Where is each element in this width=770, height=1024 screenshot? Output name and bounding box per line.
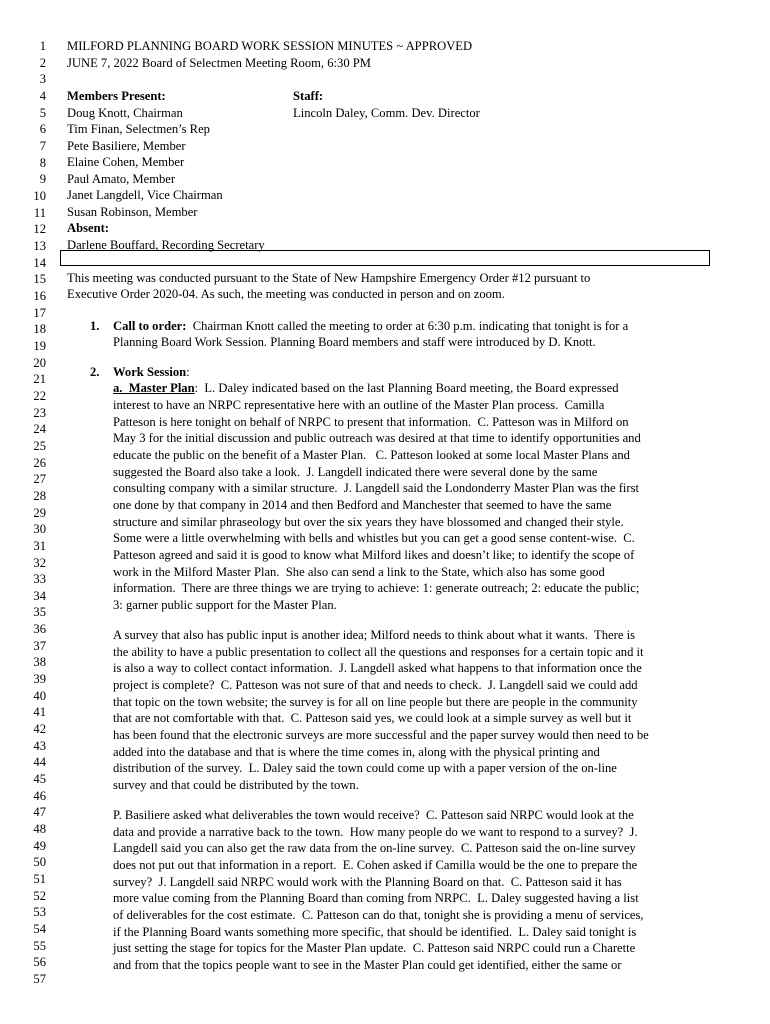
paragraph-line: information. There are three things we are trying to achieve: 1: generate outreach; 2: educate the public;: [113, 581, 640, 596]
meeting-date: JUNE 7, 2022 Board of Selectmen Meeting Room, 6:30 PM: [67, 56, 371, 70]
paragraph-line: P. Basiliere asked what deliverables the town would receive? C. Patteson said NRPC would look at the: [113, 808, 634, 822]
paragraph-line: one done by that company in 2014 and then Bedford and Manchester that seemed to have the same: [113, 498, 612, 512]
line-number: 7: [39, 139, 46, 153]
call-to-order-text: Chairman Knott called the meeting to order at 6:30 p.m. indicating that tonight is for a: [186, 319, 629, 333]
item-number: 1.: [90, 319, 100, 333]
line-number: 18: [33, 322, 46, 337]
line-number: 45: [33, 772, 46, 786]
intro-text: This meeting was conducted pursuant to the State of New Hampshire Emergency Order #12 pursuant to: [67, 271, 591, 285]
paragraph-line: May 3 for the initial discussion and public outreach was desired at that time to identify opportunities and: [113, 431, 641, 446]
line-number: 3: [39, 72, 46, 87]
line-number: 43: [33, 738, 46, 753]
line-number: 51: [33, 872, 46, 886]
paragraph-line: survey and that could be distributed by the town.: [113, 777, 359, 792]
intro-text: Executive Order 2020-04. As such, the meeting was conducted in person and on zoom.: [67, 287, 505, 301]
paragraph-line: survey? J. Langdell said NRPC would work with the Planning Board on that. C. Patteson said it has: [113, 874, 622, 889]
paragraph-line: of deliverables for the cost estimate. C. Patteson can do that, tonight she is providing a menu of services,: [113, 908, 644, 922]
line-number: 15: [33, 272, 46, 287]
line-number: 36: [33, 622, 46, 637]
paragraph-line: the ability to have a public presentation to collect all the questions and responses for a certain topic and it: [113, 644, 644, 659]
line-number: 16: [33, 288, 46, 303]
paragraph-line: educate the public on the benefit of a Master Plan. C. Patteson looked at some local Master Plans and: [113, 448, 630, 462]
paragraph-line: does not put out that information in a report. E. Cohen asked if Camilla would be the one to prepare the: [113, 858, 638, 872]
call-to-order-label: Call to order:: [113, 319, 187, 333]
paragraph-line: is also a way to collect contact information. J. Langdell asked what happens to that information once the: [113, 661, 642, 676]
line-number: 50: [33, 855, 46, 870]
line-number: 42: [33, 722, 46, 737]
paragraph-line: 3: garner public support for the Master Plan.: [113, 597, 337, 612]
line-number: 1: [39, 39, 46, 53]
line-number: 52: [33, 888, 46, 903]
line-number: 21: [33, 372, 46, 387]
line-number: 33: [33, 572, 46, 587]
line-number: 54: [33, 922, 46, 936]
line-number: 56: [33, 955, 46, 970]
line-number: 34: [33, 588, 46, 603]
item-number: 2.: [90, 365, 100, 379]
paragraph-line: interest to have an NRPC representative here with an outline of the Master Plan process. Camilla: [113, 398, 605, 412]
line-number: 25: [33, 438, 46, 453]
line-number: 19: [33, 338, 46, 353]
line-number: 32: [33, 555, 46, 570]
line-number: 8: [39, 155, 46, 170]
paragraph-line: and from that the topics people want to see in the Master Plan could get identified, either the same or: [113, 957, 622, 972]
line-number: 23: [33, 405, 46, 420]
paragraph-line: Patteson is here tonight on behalf of NRPC to present that information. C. Patteson was in Milford on: [113, 414, 629, 429]
line-number: 14: [33, 255, 46, 270]
paragraph-line: Patteson agreed and said it is good to know what Milford likes and doesn’t like; to identify the scope of: [113, 547, 635, 562]
paragraph-line: if the Planning Board wants something more specific, that should be identified. L. Daley said tonight is: [113, 924, 637, 939]
paragraph-line: more value coming from the Planning Board than coming from NRPC. L. Daley suggested having a list: [113, 891, 639, 906]
line-number: 22: [33, 388, 46, 403]
line-number: 27: [33, 472, 46, 487]
paragraph-line: structure and similar phraseology but over the six years they have blossomed and changed their style.: [113, 514, 624, 529]
work-session-colon: :: [186, 365, 190, 379]
line-number: 17: [33, 305, 46, 320]
staff-heading: Staff:: [293, 89, 324, 103]
line-number: 39: [33, 672, 46, 687]
line-number: 35: [33, 605, 46, 620]
paragraph-line: that are not comfortable with that. C. Patteson said yes, we could look at a simple survey as well but it: [113, 711, 632, 726]
call-to-order-text: Planning Board Work Session. Planning Board members and staff were introduced by D. Knott.: [113, 335, 596, 349]
line-number: 2: [39, 55, 46, 70]
paragraph-line: that topic on the town website; the survey is for all on line people but there are people in the community: [113, 694, 638, 709]
paragraph-line: data and provide a narrative back to the town. How many people do we want to respond to a survey? J.: [113, 824, 638, 839]
paragraph-line: has been found that the electronic surveys are more successful and the paper survey would then need to be: [113, 728, 649, 742]
line-number: 24: [33, 422, 46, 437]
line-number: 29: [33, 505, 46, 520]
absent-heading: Absent:: [67, 221, 109, 235]
line-number: 31: [33, 538, 46, 553]
line-number: 13: [33, 238, 46, 253]
doc-title: MILFORD PLANNING BOARD WORK SESSION MINUTES ~ APPROVED: [67, 39, 473, 53]
line-number: 44: [33, 755, 46, 770]
member-name: Pete Basiliere, Member: [67, 139, 186, 153]
paragraph-line: distribution of the survey. L. Daley said the town could come up with a paper version of the on-line: [113, 761, 617, 776]
work-session-label: Work Session: [113, 365, 187, 379]
line-number: 30: [33, 522, 46, 537]
line-number: 10: [33, 188, 46, 203]
line-number: 47: [33, 805, 46, 820]
line-number: 28: [33, 488, 46, 503]
paragraph-line: project is complete? C. Patteson was not sure of that and needs to check. J. Langdell said we could add: [113, 678, 638, 692]
empty-boxed-line: [60, 250, 710, 266]
line-number: 57: [33, 972, 46, 986]
paragraph-line: consulting company with a similar structure. J. Langdell said the Londonderry Master Plan was the first: [113, 481, 640, 496]
member-name: Elaine Cohen, Member: [67, 155, 185, 169]
line-number: 4: [39, 89, 46, 103]
paragraph-line: suggested the Board also take a look. J. Langdell indicated there were several done by the same: [113, 464, 598, 479]
member-name: Susan Robinson, Member: [67, 205, 198, 219]
paragraph-line: work in the Milford Master Plan. She also can send a link to the State, which also has some good: [113, 564, 605, 579]
paragraph-line: just setting the stage for topics for the Master Plan update. C. Patteson said NRPC could run a Charette: [113, 941, 636, 956]
member-name: Paul Amato, Member: [67, 172, 176, 186]
paragraph-line: Some were a little overwhelming with bells and whistles but you can get a good sense content-wise. C.: [113, 531, 635, 546]
line-number: 48: [33, 822, 46, 836]
line-number: 53: [33, 905, 46, 920]
members-present-heading: Members Present:: [67, 89, 166, 103]
member-name: Doug Knott, Chairman: [67, 106, 183, 120]
line-number: 5: [39, 105, 46, 120]
line-number: 55: [33, 938, 46, 953]
line-number: 46: [33, 788, 46, 803]
line-number: 41: [33, 705, 46, 720]
line-number: 6: [39, 122, 46, 137]
line-number: 11: [33, 205, 46, 220]
line-number: 20: [33, 355, 46, 370]
member-name: Tim Finan, Selectmen’s Rep: [67, 122, 210, 136]
line-number: 37: [33, 638, 46, 653]
line-number: 49: [33, 838, 46, 853]
line-number: 38: [33, 655, 46, 670]
paragraph-text: : L. Daley indicated based on the last Planning Board meeting, the Board expressed: [194, 381, 619, 395]
line-number: 9: [39, 172, 46, 187]
paragraph-line: added into the database and that is where the time comes in, along with the physical printing and: [113, 744, 600, 759]
master-plan-label: a. Master Plan: [113, 381, 195, 395]
line-number: 26: [33, 455, 46, 470]
paragraph-line: A survey that also has public input is another idea; Milford needs to think about what it wants. There is: [113, 628, 635, 642]
line-number: 12: [33, 222, 46, 237]
line-number: 40: [33, 688, 46, 703]
paragraph-line: Langdell said you can also get the raw data from the on-line survey. C. Patteson said the on-line survey: [113, 841, 636, 856]
absent-member-name: Darlene Bouffard, Recording Secretary: [67, 238, 265, 252]
staff-member-name: Lincoln Daley, Comm. Dev. Director: [293, 106, 480, 120]
member-name: Janet Langdell, Vice Chairman: [67, 188, 223, 202]
